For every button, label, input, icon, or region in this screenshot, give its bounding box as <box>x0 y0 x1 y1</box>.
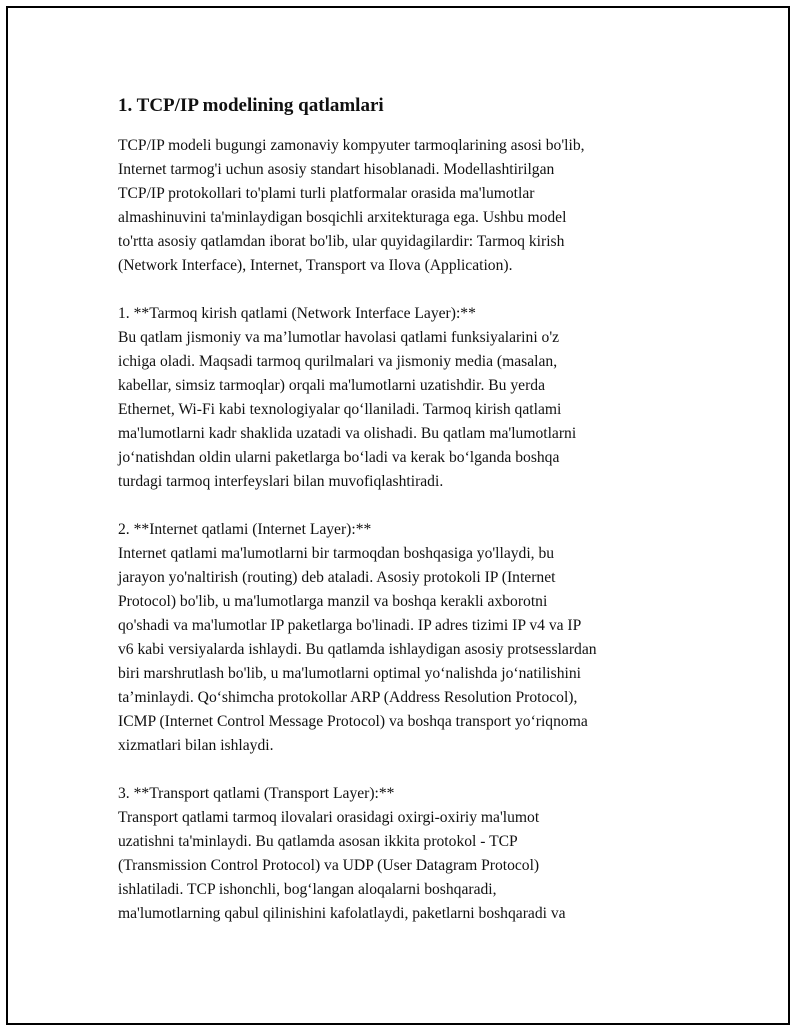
intro-paragraph: TCP/IP modeli bugungi zamonaviy kompyuter tarmoqlarining asosi bo'lib, Internet tarmog'i uchun asosiy standart hisoblanadi. Modellashtirilgan TCP/IP protokollari to'plami turli platformalar orasida ma'lumotlar almashinuvini ta'minlaydigan bosqichli arxitekturaga ega. Ushbu model to'rtta asosiy qatlamdan iborat bo'lib, ular quyidagilardir: Tarmoq kirish (Network Interface), Internet, Transport va Ilova (Application). <box>118 137 585 274</box>
document-body <box>118 92 688 950</box>
section-body: Bu qatlam jismoniy va ma’lumotlar havolasi qatlami funksiyalarini o'z ichiga oladi. Maqsadi tarmoq qurilmalari va jismoniy media (masalan, kabellar, simsiz tarmoqlar) orqali ma'lumotlarni uzatishdir. Bu yerda Ethernet, Wi-Fi kabi texnologiyalar qo‘llaniladi. Tarmoq kirish qatlami ma'lumotlarni kadr shaklida uzatadi va olishadi. Bu qatlam ma'lumotlarni jo‘natishdan oldin ularni paketlarga bo‘ladi va kerak bo‘lganda boshqa turdagi tarmoq interfeyslari bilan muvofiqlashtiradi. <box>118 329 577 490</box>
section-transport <box>118 782 688 926</box>
section-heading: 2. **Internet qatlami (Internet Layer):** <box>118 521 372 538</box>
section-heading: 3. **Transport qatlami (Transport Layer):** <box>118 785 395 802</box>
document-title: 1. TCP/IP modelining qatlamlari <box>118 95 384 116</box>
section-network-interface <box>118 302 688 494</box>
section-body: Internet qatlami ma'lumotlarni bir tarmoqdan boshqasiga yo'llaydi, bu jarayon yo'naltirish (routing) deb ataladi. Asosiy protokoli IP (Internet Protocol) bo'lib, u ma'lumotlarga manzil va boshqa kerakli axborotni qo'shadi va ma'lumotlar IP paketlarga bo'linadi. IP adres tizimi IP v4 va IP v6 kabi versiyalarda ishlaydi. Bu qatlamda ishlaydigan asosiy protsesslardan biri marshrutlash bo'lib, u ma'lumotlarni optimal yo‘nalishda jo‘natilishini ta’minlaydi. Qo‘shimcha protokollar ARP (Address Resolution Protocol), ICMP (Internet Control Message Protocol) va boshqa transport yo‘riqnoma xizmatlari bilan ishlaydi. <box>118 545 597 754</box>
section-internet <box>118 518 688 758</box>
section-heading: 1. **Tarmoq kirish qatlami (Network Interface Layer):** <box>118 305 476 322</box>
section-body: Transport qatlami tarmoq ilovalari orasidagi oxirgi-oxiriy ma'lumot uzatishni ta'minlaydi. Bu qatlamda asosan ikkita protokol - TCP (Transmission Control Protocol) va UDP (User Datagram Protocol) ishlatiladi. TCP ishonchli, bog‘langan aloqalarni boshqaradi, ma'lumotlarning qabul qilinishini kafolatlaydi, paketlarni boshqaradi va <box>118 809 566 922</box>
